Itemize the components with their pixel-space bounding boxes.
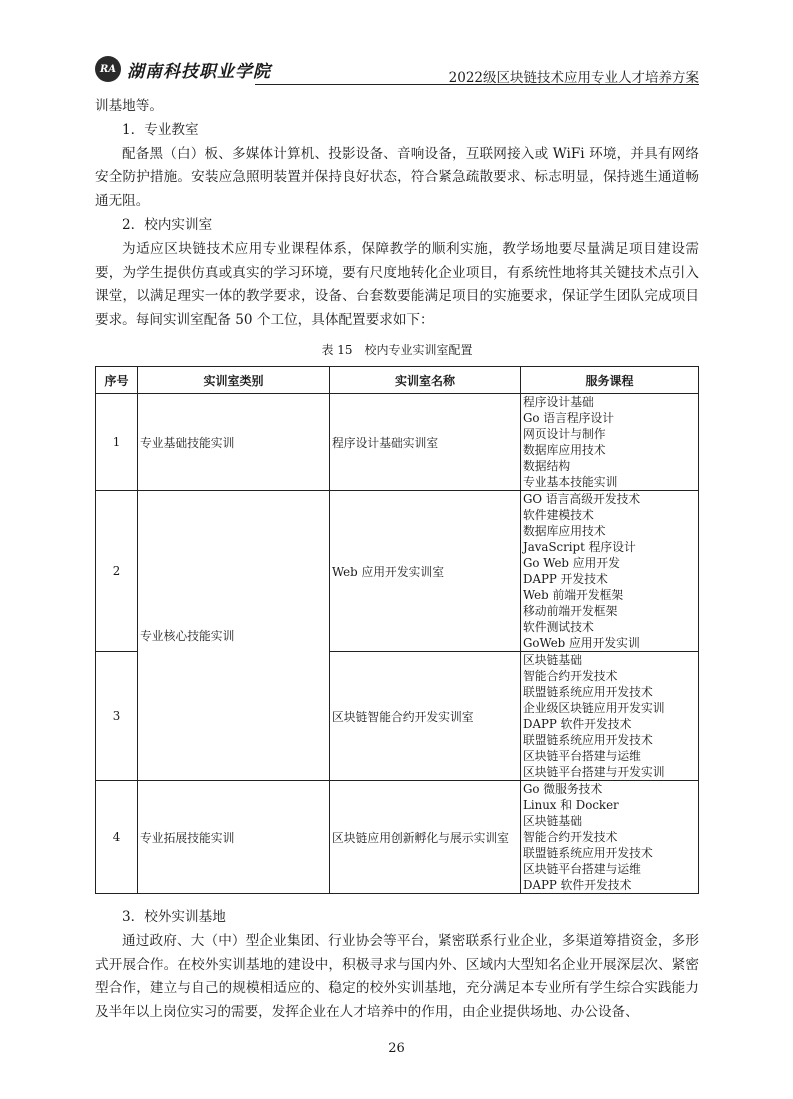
course-item: DAPP 开发技术: [523, 572, 608, 586]
row-number: 4: [96, 781, 138, 894]
school-seal-icon: RA: [95, 56, 121, 82]
header-cell-courses: 服务课程: [521, 367, 699, 394]
header-cell-name: 实训室名称: [330, 367, 521, 394]
course-item: DAPP 软件开发技术: [523, 717, 632, 731]
course-item: 程序设计基础: [523, 395, 594, 409]
row-number: 1: [96, 394, 138, 491]
course-item: 区块链基础: [523, 653, 582, 667]
course-list: [521, 491, 699, 652]
course-item: 企业级区块链应用开发实训: [523, 701, 665, 715]
header-cell-no: 序号: [96, 367, 138, 394]
course-item: 联盟链系统应用开发技术: [523, 733, 653, 747]
continuation-text: 训基地等。: [95, 98, 163, 114]
room-category: 专业基础技能实训: [138, 394, 330, 491]
header-divider: [255, 84, 699, 85]
course-list: [521, 652, 699, 781]
training-room-table: [95, 366, 699, 894]
row-number: 3: [96, 652, 138, 781]
page-number: 26: [388, 1041, 405, 1056]
room-category: 专业拓展技能实训: [138, 781, 330, 894]
school-logo: [95, 56, 271, 82]
course-item: 软件测试技术: [523, 620, 594, 634]
course-item: Linux 和 Docker: [523, 798, 619, 812]
course-item: 区块链平台搭建与运维: [523, 749, 641, 763]
table-row: [96, 491, 699, 652]
course-item: 数据库应用技术: [523, 443, 606, 457]
table-row: [96, 394, 699, 491]
document-title: 2022级区块链技术应用专业人才培养方案: [448, 70, 699, 86]
offsite-section: [95, 906, 699, 1025]
course-item: 区块链基础: [523, 814, 582, 828]
course-item: Go Web 应用开发: [523, 556, 620, 570]
course-item: Go 语言程序设计: [523, 411, 615, 425]
body-text: [95, 95, 699, 333]
school-name: 湖南科技职业学院: [127, 61, 271, 82]
course-item: 联盟链系统应用开发技术: [523, 846, 653, 860]
table-caption: 表 15 校内专业实训室配置: [321, 343, 473, 357]
header-cell-category: 实训室类别: [138, 367, 330, 394]
table-header-row: [96, 367, 699, 394]
course-item: 专业基本技能实训: [523, 475, 618, 489]
course-item: Go 微服务技术: [523, 782, 603, 796]
room-name: 程序设计基础实训室: [330, 394, 521, 491]
course-item: 智能合约开发技术: [523, 830, 618, 844]
course-list: [521, 394, 699, 491]
row-number: 2: [96, 491, 138, 652]
paragraph-1: 配备黑（白）板、多媒体计算机、投影设备、音响设备，互联网接入或 WiFi 环境，并具有网络安全防护措施。安装应急照明装置并保持良好状态，符合紧急疏散要求、标志明显，保持逃生通道畅通无阻。: [95, 145, 699, 210]
course-item: Web 前端开发框架: [523, 588, 624, 602]
paragraph-3: 通过政府、大（中）型企业集团、行业协会等平台，紧密联系行业企业，多渠道筹措资金，多形式开展合作。在校外实训基地的建设中，积极寻求与国内外、区域内大型知名企业开展深层次、紧密型合作，建立与自己的规模相适应的、稳定的校外实训基地，充分满足本专业所有学生综合实践能力及半年以上岗位实习的需要，发挥企业在人才培养中的作用，由企业提供场地、办公设备、: [95, 932, 699, 1021]
section-heading-3: 3．校外实训基地: [122, 909, 226, 925]
course-item: 智能合约开发技术: [523, 669, 618, 683]
section-heading-1: 1．专业教室: [122, 121, 199, 138]
course-list: [521, 781, 699, 894]
course-item: 数据库应用技术: [523, 524, 606, 538]
paragraph-2: 为适应区块链技术应用专业课程体系，保障教学的顺利实施，教学场地要尽量满足项目建设需要，为学生提供仿真或真实的学习环境，要有尺度地转化企业项目，有系统性地将其关键技术点引入课堂，以满足理实一体的教学要求，设备、台套数要能满足项目的实施要求，保证学生团队完成项目要求。每间实训室配备 50 个工位，具体配置要求如下：: [95, 240, 699, 329]
course-item: 数据结构: [523, 459, 571, 473]
table-row: [96, 781, 699, 894]
room-name: Web 应用开发实训室: [330, 491, 521, 652]
course-item: 联盟链系统应用开发技术: [523, 685, 653, 699]
course-item: 区块链平台搭建与开发实训: [523, 765, 665, 779]
page-header: [95, 56, 699, 90]
room-name: 区块链应用创新孵化与展示实训室: [330, 781, 521, 894]
course-item: GoWeb 应用开发实训: [523, 636, 640, 650]
course-item: 软件建模技术: [523, 508, 594, 522]
room-category: 专业核心技能实训: [138, 491, 330, 781]
room-name: 区块链智能合约开发实训室: [330, 652, 521, 781]
course-item: 网页设计与制作: [523, 427, 606, 441]
course-item: JavaScript 程序设计: [523, 540, 636, 554]
course-item: 区块链平台搭建与运维: [523, 862, 641, 876]
course-item: GO 语言高级开发技术: [523, 492, 641, 506]
section-heading-2: 2．校内实训室: [122, 216, 213, 233]
course-item: 移动前端开发框架: [523, 604, 618, 618]
course-item: DAPP 软件开发技术: [523, 878, 632, 892]
